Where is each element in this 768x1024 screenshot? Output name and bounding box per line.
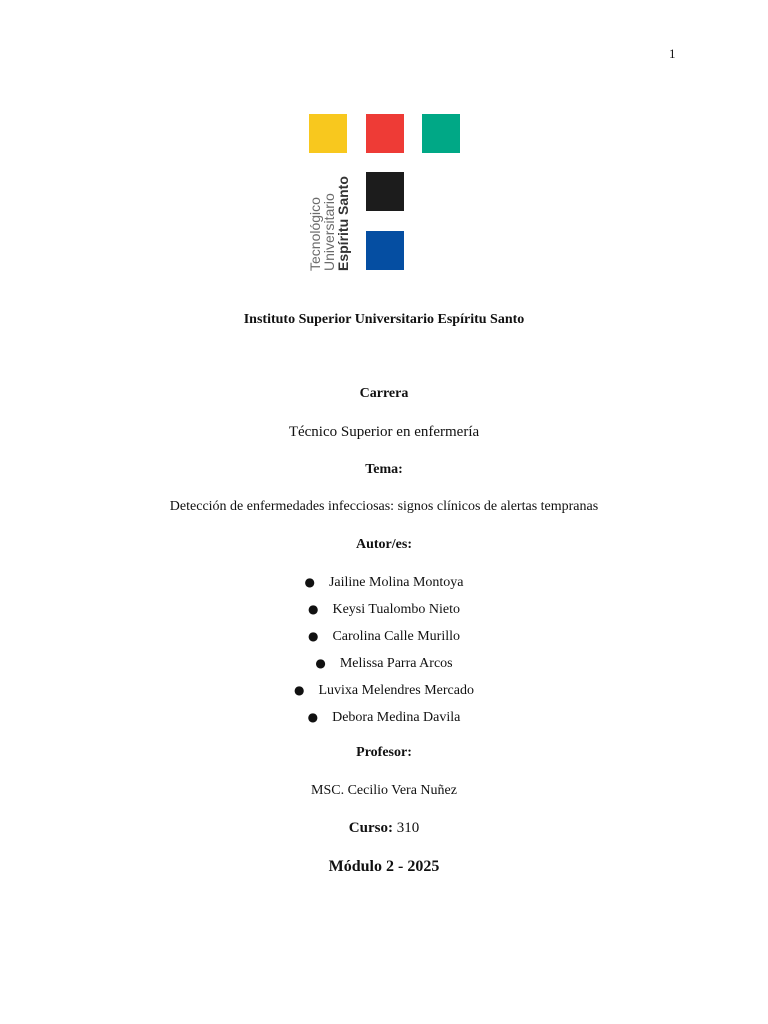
logo-black-square xyxy=(366,172,404,211)
institution-name: Instituto Superior Universitario Espíritu Santo xyxy=(243,312,525,327)
list-item: ● Debora Medina Davila xyxy=(307,710,461,725)
logo-line-3: Espíritu Santo xyxy=(335,176,351,271)
authors-list xyxy=(0,573,768,735)
page-number: 1 xyxy=(669,46,676,61)
course-label: Curso: xyxy=(348,820,393,836)
list-item: ● Carolina Calle Murillo xyxy=(307,629,460,644)
authors-label: Autor/es: xyxy=(356,537,412,552)
bullet-icon: ● xyxy=(304,575,315,589)
logo-green-square xyxy=(422,114,460,153)
bullet-icon: ● xyxy=(307,602,319,616)
module-line: Módulo 2 - 2025 xyxy=(328,858,440,875)
topic-label: Tema: xyxy=(365,462,403,477)
institution-logo xyxy=(306,113,466,273)
course-value: 310 xyxy=(396,820,420,836)
logo-blue-square xyxy=(366,231,404,270)
list-item: ● Luvixa Melendres Mercado xyxy=(294,683,474,698)
list-item: ● Melissa Parra Arcos xyxy=(315,656,453,671)
topic-value: Detección de enfermedades infecciosas: signos clínicos de alertas tempranas xyxy=(169,499,599,514)
logo-red-square xyxy=(366,114,404,153)
professor-label: Profesor: xyxy=(356,745,412,760)
professor-value: MSC. Cecilio Vera Nuñez xyxy=(311,783,457,798)
bullet-icon: ● xyxy=(307,629,319,643)
bullet-icon: ● xyxy=(315,656,326,670)
course-line xyxy=(0,820,768,837)
career-value: Técnico Superior en enfermería xyxy=(288,424,480,440)
logo-line-2: Universitario xyxy=(321,193,337,271)
list-item: ● Jailine Molina Montoya xyxy=(304,575,464,590)
bullet-icon: ● xyxy=(294,683,305,697)
bullet-icon: ● xyxy=(307,710,319,724)
list-item: ● Keysi Tualombo Nieto xyxy=(307,602,461,617)
logo-yellow-square xyxy=(309,114,347,153)
career-label: Carrera xyxy=(359,386,409,401)
logo-line-1: Tecnológico xyxy=(307,197,323,271)
logo-wordmark xyxy=(308,151,350,271)
